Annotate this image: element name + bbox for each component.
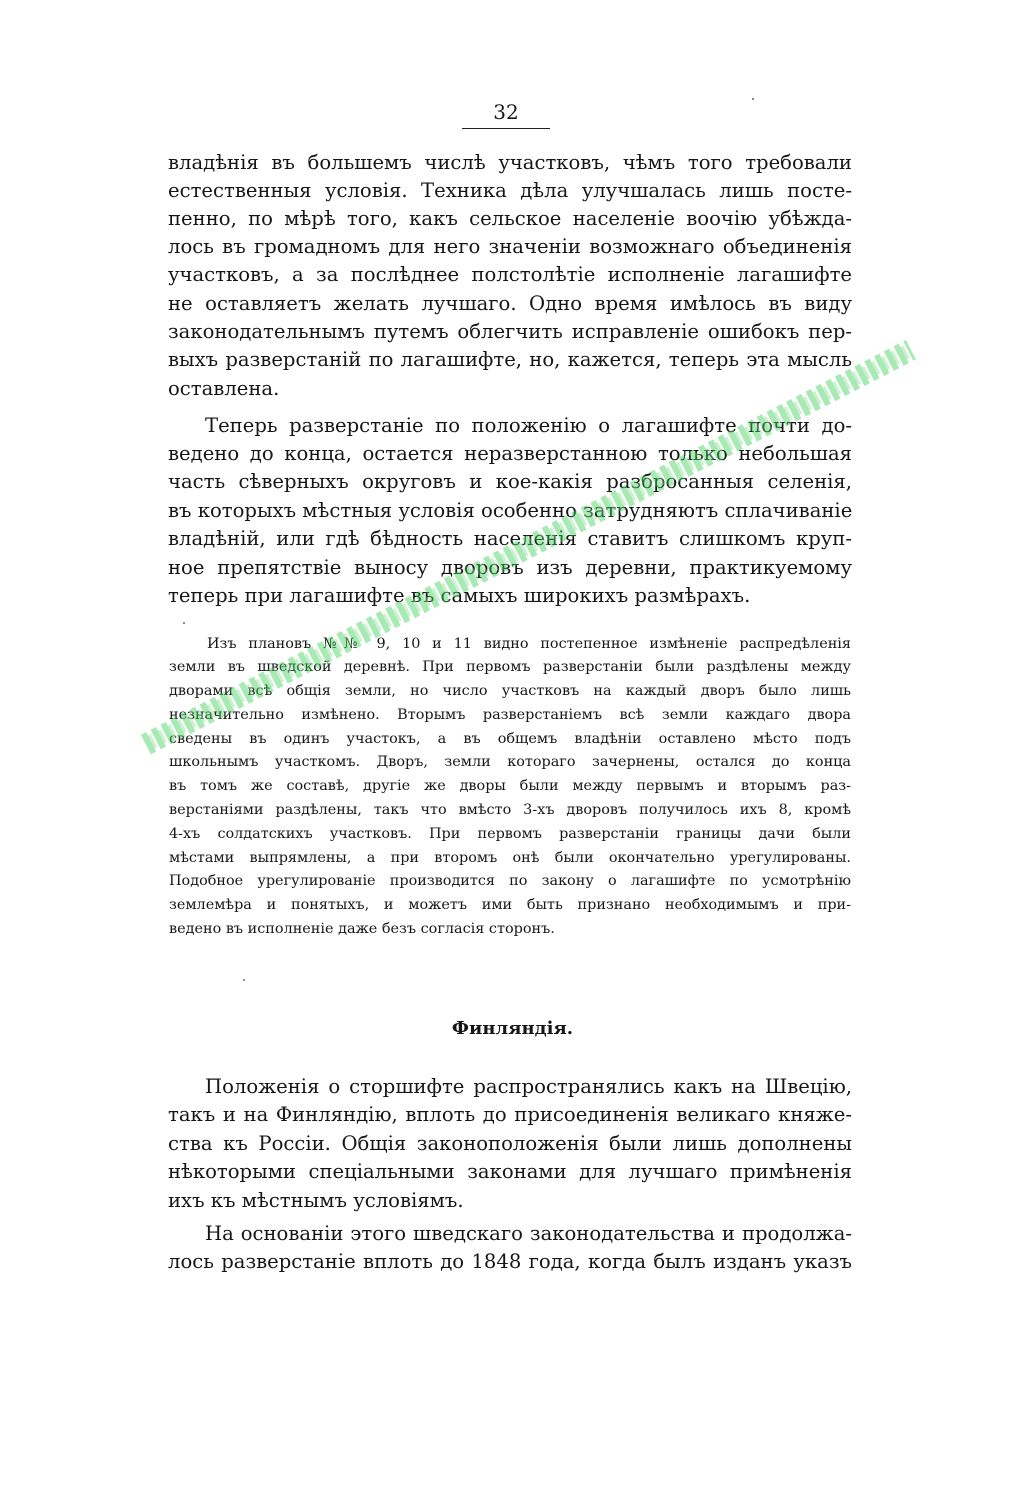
text-line: ное препятствіе выносу дворовъ изъ деревни, практикуемому [168,556,852,579]
note-line: Изъ плановъ №№ 9, 10 и 11 видно постепенное измѣненіе распредѣленія [207,636,851,652]
page-number: 32 [493,100,519,124]
text-line: пенно, по мѣрѣ того, какъ сельское населеніе воочію убѣжда- [168,207,852,230]
note-line: школьнымъ участкомъ. Дворъ, земли котораго зачернены, остался до конца [169,754,851,770]
note-line: земли въ шведской деревнѣ. При первомъ разверстаніи были раздѣлены между [169,659,851,675]
text-line: На основаніи этого шведскаго законодательства и продолжа- [205,1222,852,1245]
text-line: Теперь разверстаніе по положенію о лагашифте почти до- [205,414,852,437]
text-line: лось разверстаніе вплоть до 1848 года, когда былъ изданъ указъ [168,1250,852,1273]
note-line: Подобное урегулированіе производится по закону о лагашифте по усмотрѣнію [169,873,851,889]
note-line: мѣстами выпрямлены, а при второмъ онѣ были окончательно урегулированы. [169,850,851,866]
page-number-rule [462,128,550,129]
note-line: ведено въ исполненіе даже безъ согласія сторонъ. [169,921,555,937]
note-line: 4-хъ солдатскихъ участковъ. При первомъ разверстаніи границы дачи были [169,826,851,842]
note-line: верстаніями раздѣлены, такъ что вмѣсто 3-хъ дворовъ получилось ихъ 8, кромѣ [169,802,851,818]
scan-speck [183,622,185,624]
text-line: такъ и на Финляндію, вплоть до присоединенія великаго княже- [168,1103,852,1126]
text-line: теперь при лагашифте въ самыхъ широкихъ размѣрахъ. [168,584,751,607]
text-line: выхъ разверстаній по лагашифте, но, кажется, теперь эта мысль [168,348,852,371]
text-line: Положенія о сторшифте распространялись какъ на Швецію, [205,1075,852,1098]
text-line: законодательнымъ путемъ облегчить исправленіе ошибокъ пер- [168,320,852,343]
note-line: незначительно измѣнено. Вторымъ разверстаніемъ всѣ земли каждаго двора [169,707,851,723]
text-line: оставлена. [168,377,280,400]
text-line: ства къ Россіи. Общія законоположенія были лишь дополнены [168,1132,852,1155]
note-line: въ томъ же составѣ, другіе же дворы были между первымъ и вторымъ раз- [169,778,851,794]
text-line: владѣнія въ большемъ числѣ участковъ, чѣмъ того требовали [168,151,852,174]
text-line: владѣній, или гдѣ бѣдность населенія ставитъ слишкомъ круп- [168,527,852,550]
note-line: сведены въ одинъ участокъ, а въ общемъ владѣніи оставлено мѣсто подъ [169,731,851,747]
text-line: въ которыхъ мѣстныя условія особенно затрудняютъ сплачиваніе [168,499,853,522]
text-line: часть сѣверныхъ округовъ и кое-какія разбросанныя селенія, [168,470,852,493]
section-heading: Финляндія. [451,1018,574,1039]
text-line: естественныя условія. Техника дѣла улучшалась лишь посте- [168,179,852,202]
text-line: ихъ къ мѣстнымъ условіямъ. [168,1189,464,1212]
text-line: лось въ громадномъ для него значеніи возможнаго объединенія [168,235,852,258]
text-line: участковъ, а за послѣднее полстолѣтіе исполненіе лагашифте [168,263,852,286]
scan-speck [243,979,245,981]
scan-speck [752,98,754,100]
text-line: ведено до конца, остается неразверстанною только небольшая [168,442,852,465]
text-line: нѣкоторыми спеціальными законами для лучшаго примѣненія [168,1160,852,1183]
note-line: землемѣра и понятыхъ, и можетъ ими быть признано необходимымъ и при- [169,897,851,913]
text-line: не оставляетъ желать лучшаго. Одно время имѣлось въ виду [168,292,852,315]
note-line: дворами всѣ общія земли, но число участковъ на каждый дворъ было лишь [169,683,851,699]
